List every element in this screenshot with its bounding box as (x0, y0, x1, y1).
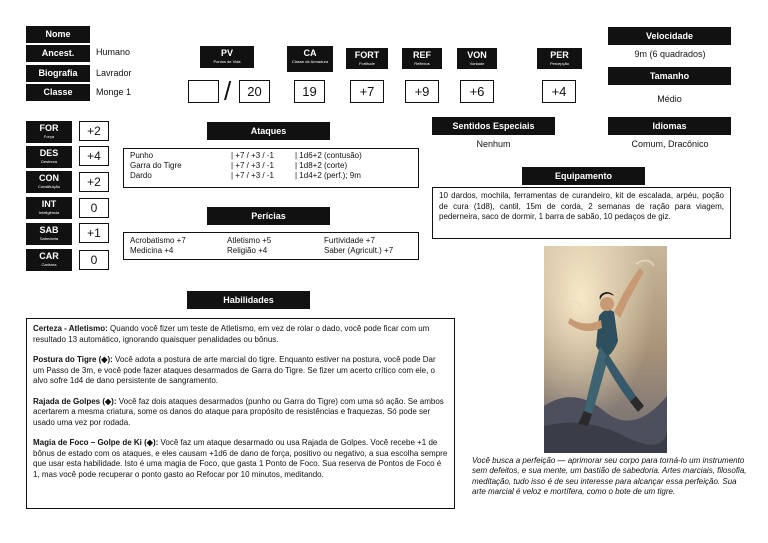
equipamento-label: Equipamento (522, 167, 645, 185)
name-label: Nome (26, 26, 90, 43)
attr-con (26, 171, 72, 193)
ataques-label: Ataques (207, 122, 330, 140)
attr-sab-name: Sabedoria (39, 236, 59, 241)
ability-golpe-ki (33, 438, 448, 480)
pv-max-box[interactable]: 20 (239, 80, 270, 103)
habilidades-panel (26, 318, 455, 509)
skill-row (130, 236, 412, 246)
tamanho-label: Tamanho (608, 67, 731, 85)
attr-con-value[interactable]: +2 (79, 172, 109, 192)
pv-separator: / (224, 76, 232, 106)
ability-postura (33, 355, 448, 387)
velocidade-label: Velocidade (608, 27, 731, 45)
attr-sab-value[interactable]: +1 (79, 223, 109, 243)
attack-bonus: | +7 / +3 / -1 (231, 171, 274, 180)
sentidos-label: Sentidos Especiais (432, 117, 555, 135)
attack-damage: | 1d4+2 (perf.); 9m (295, 171, 361, 180)
attr-sab (26, 223, 72, 245)
attr-car (26, 249, 72, 271)
pericias-label: Perícias (207, 207, 330, 225)
attack-damage: | 1d8+2 (corte) (295, 161, 348, 170)
attr-con-name: Constituição (37, 184, 60, 189)
attack-name: Punho (130, 151, 154, 160)
fort-sublabel: Fortitude (359, 61, 375, 66)
von-label: VON (467, 50, 487, 60)
ability-text: Você faz dois ataques desarmados (punho ou Garra do Tigre) com uma só ação. Se ambos acertarem a mesma criatura, some os danos do ataque para propósito de resistências e fraquezas. Só pode ser usado uma vez por rodada. (33, 396, 444, 427)
ability-title: Certeza - Atletismo: (33, 324, 108, 333)
skill-row (130, 246, 412, 256)
attr-con-abbr: CON (39, 173, 59, 183)
attack-name: Dardo (130, 171, 152, 180)
attr-car-name: Carisma (41, 262, 57, 267)
habilidades-label: Habilidades (187, 291, 310, 309)
ataques-panel (123, 148, 419, 188)
pv-sublabel: Pontos de Vida (213, 59, 241, 64)
ca-sublabel: Classe de Armadura (291, 59, 329, 64)
von-header (457, 48, 497, 69)
attr-int-abbr: INT (41, 199, 57, 209)
attr-for-abbr: FOR (39, 123, 59, 133)
attr-for (26, 121, 72, 143)
background-label: Biografia (26, 65, 90, 82)
attr-car-value[interactable]: 0 (79, 250, 109, 270)
attack-row (130, 151, 412, 161)
fort-header (346, 48, 388, 69)
fort-label: FORT (354, 50, 380, 60)
ref-header (402, 48, 442, 69)
skill-item: Religião +4 (227, 246, 268, 255)
attr-des-name: Destreza (40, 159, 57, 164)
equipamento-text: 10 dardos, mochila, ferramentas de curandeiro, kit de escalada, arpéu, poção de cura (1d8), cantil, 15m de corda, 2 semanas de ração para viagem, pederneira, saco de dormir, 1 barra de sabão, 10 pedaços de giz. (439, 191, 724, 221)
ancestry-value: Humano (96, 47, 131, 57)
pv-header (200, 46, 254, 68)
equipamento-panel (432, 187, 731, 239)
attack-damage: | 1d6+2 (contusão) (295, 151, 362, 160)
ca-box[interactable]: 19 (294, 80, 325, 103)
ability-title: Rajada de Golpes (◆): (33, 396, 117, 406)
tamanho-value: Médio (657, 94, 682, 104)
class-value: Monge 1 (96, 87, 132, 97)
fort-box[interactable]: +7 (350, 80, 384, 103)
pv-current-box[interactable] (188, 80, 219, 103)
attr-int-name: Inteligência (38, 210, 60, 215)
ca-header (287, 46, 333, 72)
von-sublabel: Vontade (469, 61, 485, 66)
attack-row (130, 171, 412, 181)
attr-des-value[interactable]: +4 (79, 146, 109, 166)
idiomas-value: Comum, Dracônico (631, 139, 709, 149)
attack-bonus: | +7 / +3 / -1 (231, 151, 274, 160)
ability-text: Quando você fizer um teste de Atletismo, em vez de rolar o dado, você pode ficar com um resultado 13 automático, ignorando quaisquer penalidades ou bônus. (33, 324, 430, 344)
per-box[interactable]: +4 (542, 80, 576, 103)
attr-car-abbr: CAR (39, 251, 59, 261)
attack-row (130, 161, 412, 171)
flavor-text: Você busca a perfeição — aprimorar seu corpo para torná-lo um instrumento sem defeitos, e sua mente, um bastião de sabedoria. Artes marciais, filosofia, meditação, tudo isso é de seu interesse para alcançar essa perfeição. Sua arte marcial é veloz e mortífera, como o bote de um tigre. (472, 456, 747, 497)
pericias-panel (123, 232, 419, 260)
character-portrait (544, 246, 667, 453)
pv-label: PV (220, 48, 233, 58)
attr-sab-abbr: SAB (39, 225, 59, 235)
per-label: PER (550, 50, 569, 60)
attr-des (26, 146, 72, 168)
von-box[interactable]: +6 (460, 80, 494, 103)
ability-text: Você adota a postura de arte marcial do tigre. Enquanto estiver na postura, você pode Dar um Passo de 3m, e você pode fazer ataques desarmados de Garra do Tigre. Se fizer um acerto crítico com ele, o alvo sofre 1d4 de dano persistente de sangramento. (33, 355, 436, 385)
skill-item: Atletismo +5 (227, 236, 272, 245)
ca-label: CA (303, 48, 317, 58)
skill-item: Medicina +4 (130, 246, 174, 255)
ability-title: Postura do Tigre (◆): (33, 355, 113, 364)
skill-item: Furtividade +7 (324, 236, 375, 245)
ref-sublabel: Reflexos (414, 61, 430, 66)
attr-des-abbr: DES (39, 148, 59, 158)
ref-label: REF (413, 50, 431, 60)
ability-certeza (33, 324, 448, 345)
ability-rajada (33, 397, 448, 429)
ability-title: Magia de Foco – Golpe de Ki (◆): (33, 438, 159, 447)
attr-int (26, 197, 72, 219)
attr-for-name: Força (43, 134, 55, 139)
velocidade-value: 9m (6 quadrados) (634, 49, 706, 59)
sentidos-value: Nenhum (476, 139, 511, 149)
class-label: Classe (26, 84, 90, 101)
attr-int-value[interactable]: 0 (79, 198, 109, 218)
attr-for-value[interactable]: +2 (79, 121, 109, 141)
attack-bonus: | +7 / +3 / -1 (231, 161, 274, 170)
idiomas-label: Idiomas (608, 117, 731, 135)
ref-box[interactable]: +9 (405, 80, 439, 103)
attack-name: Garra do Tigre (130, 161, 182, 170)
ability-text: Você faz um ataque desarmado ou usa Rajada de Golpes. Você recebe +1 de bônus de estado com os ataques, e eles causam +1d6 de dano de força, positivo ou negativo, a sua escolha sempre que usar esta habilidade. Isto é uma magia de Foco, que gasta 1 Ponto de Foco. Sua reserva de Pontos de Foco é 1, mas você pode recuperar o ponto gasto ao Refocar por 10 minutos, meditando. (33, 438, 448, 479)
skill-item: Acrobatismo +7 (130, 236, 186, 245)
per-header (537, 48, 582, 69)
background-value: Lavrador (96, 68, 132, 78)
per-sublabel: Percepção (549, 61, 570, 66)
ancestry-label: Ancest. (26, 45, 90, 62)
skill-item: Saber (Agricult.) +7 (324, 246, 394, 255)
